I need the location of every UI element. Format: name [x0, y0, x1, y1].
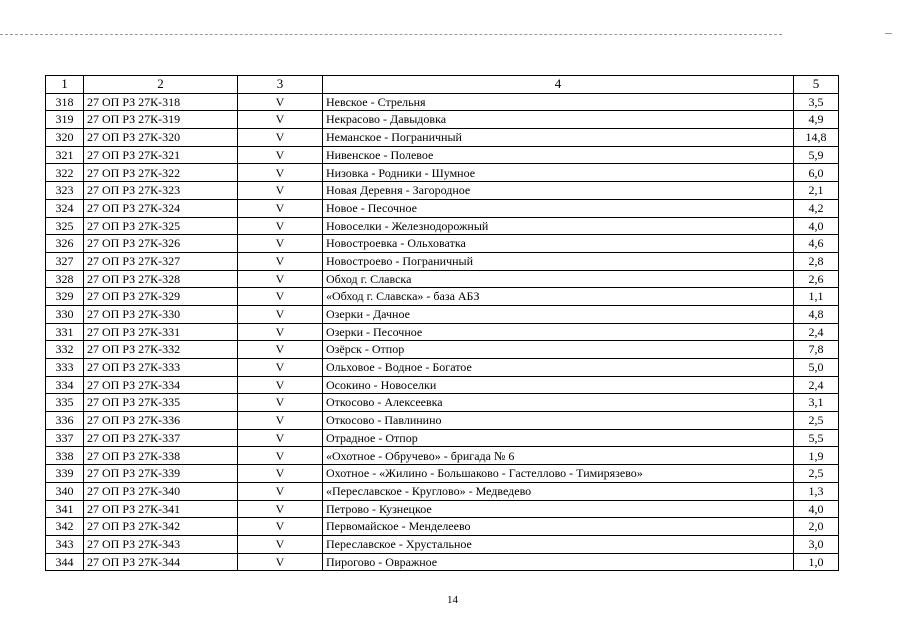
- table-row: [46, 341, 839, 359]
- header-row: [46, 76, 839, 94]
- road-category: V: [238, 376, 323, 394]
- road-name: «Обход г. Славска» - база АБЗ: [323, 288, 794, 306]
- table-row: [46, 111, 839, 129]
- row-number: 340: [46, 482, 84, 500]
- road-code: 27 ОП РЗ 27К-342: [84, 518, 238, 536]
- road-name: Новоселки - Железнодорожный: [323, 217, 794, 235]
- road-code: 27 ОП РЗ 27К-336: [84, 412, 238, 430]
- road-length: 3,0: [794, 535, 839, 553]
- table-row: [46, 199, 839, 217]
- row-number: 333: [46, 359, 84, 377]
- road-category: V: [238, 270, 323, 288]
- row-number: 335: [46, 394, 84, 412]
- table-row: [46, 535, 839, 553]
- table-row: [46, 518, 839, 536]
- row-number: 327: [46, 252, 84, 270]
- road-category: V: [238, 535, 323, 553]
- road-code: 27 ОП РЗ 27К-320: [84, 129, 238, 147]
- row-number: 321: [46, 146, 84, 164]
- table-row: [46, 270, 839, 288]
- road-name: Пирогово - Овражное: [323, 553, 794, 571]
- road-category: V: [238, 429, 323, 447]
- table-row: [46, 412, 839, 430]
- road-category: V: [238, 146, 323, 164]
- row-number: 329: [46, 288, 84, 306]
- road-category: V: [238, 500, 323, 518]
- row-number: 344: [46, 553, 84, 571]
- road-name: Отрадное - Отпор: [323, 429, 794, 447]
- road-code: 27 ОП РЗ 27К-332: [84, 341, 238, 359]
- page-number: 14: [447, 594, 458, 606]
- road-code: 27 ОП РЗ 27К-339: [84, 465, 238, 483]
- road-length: 4,0: [794, 217, 839, 235]
- row-number: 330: [46, 305, 84, 323]
- table-row: [46, 93, 839, 111]
- row-number: 337: [46, 429, 84, 447]
- road-code: 27 ОП РЗ 27К-319: [84, 111, 238, 129]
- table-row: [46, 235, 839, 253]
- table-row: [46, 146, 839, 164]
- road-category: V: [238, 252, 323, 270]
- road-category: V: [238, 111, 323, 129]
- row-number: 326: [46, 235, 84, 253]
- road-name: Озёрск - Отпор: [323, 341, 794, 359]
- table-row: [46, 129, 839, 147]
- road-length: 1,0: [794, 553, 839, 571]
- road-category: V: [238, 553, 323, 571]
- road-category: V: [238, 394, 323, 412]
- road-category: V: [238, 288, 323, 306]
- road-length: 2,6: [794, 270, 839, 288]
- col-header-1: 1: [46, 76, 84, 94]
- road-length: 5,0: [794, 359, 839, 377]
- table-row: [46, 252, 839, 270]
- col-header-2: 2: [84, 76, 238, 94]
- table-row: [46, 376, 839, 394]
- road-category: V: [238, 305, 323, 323]
- row-number: 320: [46, 129, 84, 147]
- road-category: V: [238, 235, 323, 253]
- road-length: 1,1: [794, 288, 839, 306]
- road-category: V: [238, 182, 323, 200]
- road-code: 27 ОП РЗ 27К-341: [84, 500, 238, 518]
- road-name: Обход г. Славска: [323, 270, 794, 288]
- table-body: [46, 93, 839, 571]
- table-row: [46, 482, 839, 500]
- road-length: 2,5: [794, 465, 839, 483]
- road-length: 4,0: [794, 500, 839, 518]
- road-category: V: [238, 341, 323, 359]
- road-code: 27 ОП РЗ 27К-321: [84, 146, 238, 164]
- road-name: Низовка - Родники - Шумное: [323, 164, 794, 182]
- table-row: [46, 359, 839, 377]
- table-row: [46, 164, 839, 182]
- roads-table: [45, 75, 839, 571]
- table-row: [46, 394, 839, 412]
- road-name: Новостроевка - Ольховатка: [323, 235, 794, 253]
- row-number: 325: [46, 217, 84, 235]
- road-code: 27 ОП РЗ 27К-318: [84, 93, 238, 111]
- road-code: 27 ОП РЗ 27К-343: [84, 535, 238, 553]
- road-length: 1,9: [794, 447, 839, 465]
- road-length: 4,8: [794, 305, 839, 323]
- table-row: [46, 323, 839, 341]
- road-length: 4,9: [794, 111, 839, 129]
- table-row: [46, 217, 839, 235]
- col-header-3: 3: [238, 76, 323, 94]
- road-code: 27 ОП РЗ 27К-334: [84, 376, 238, 394]
- road-code: 27 ОП РЗ 27К-331: [84, 323, 238, 341]
- road-length: 3,1: [794, 394, 839, 412]
- road-name: Новостроево - Пограничный: [323, 252, 794, 270]
- road-category: V: [238, 465, 323, 483]
- road-name: Откосово - Павлинино: [323, 412, 794, 430]
- road-length: 2,4: [794, 376, 839, 394]
- road-code: 27 ОП РЗ 27К-322: [84, 164, 238, 182]
- road-length: 5,9: [794, 146, 839, 164]
- road-name: Нивенское - Полевое: [323, 146, 794, 164]
- table-row: [46, 182, 839, 200]
- road-code: 27 ОП РЗ 27К-338: [84, 447, 238, 465]
- road-name: «Переславское - Круглово» - Медведево: [323, 482, 794, 500]
- col-header-4: 4: [323, 76, 794, 94]
- row-number: 339: [46, 465, 84, 483]
- road-code: 27 ОП РЗ 27К-323: [84, 182, 238, 200]
- col-header-5: 5: [794, 76, 839, 94]
- row-number: 319: [46, 111, 84, 129]
- row-number: 323: [46, 182, 84, 200]
- road-name: Озерки - Песочное: [323, 323, 794, 341]
- road-name: Охотное - «Жилино - Большаково - Гастеллово - Тимирязево»: [323, 465, 794, 483]
- road-code: 27 ОП РЗ 27К-335: [84, 394, 238, 412]
- road-length: 2,5: [794, 412, 839, 430]
- row-number: 338: [46, 447, 84, 465]
- road-category: V: [238, 129, 323, 147]
- road-name: «Охотное - Обручево» - бригада № 6: [323, 447, 794, 465]
- row-number: 341: [46, 500, 84, 518]
- road-length: 7,8: [794, 341, 839, 359]
- road-name: Неманское - Пограничный: [323, 129, 794, 147]
- road-category: V: [238, 93, 323, 111]
- road-category: V: [238, 217, 323, 235]
- road-length: 2,0: [794, 518, 839, 536]
- road-code: 27 ОП РЗ 27К-333: [84, 359, 238, 377]
- road-code: 27 ОП РЗ 27К-340: [84, 482, 238, 500]
- road-length: 2,8: [794, 252, 839, 270]
- road-code: 27 ОП РЗ 27К-324: [84, 199, 238, 217]
- road-code: 27 ОП РЗ 27К-344: [84, 553, 238, 571]
- row-number: 336: [46, 412, 84, 430]
- top-rule-mark: [885, 33, 892, 34]
- table-row: [46, 288, 839, 306]
- table-row: [46, 553, 839, 571]
- road-category: V: [238, 518, 323, 536]
- road-name: Некрасово - Давыдовка: [323, 111, 794, 129]
- road-category: V: [238, 447, 323, 465]
- table-row: [46, 447, 839, 465]
- road-length: 14,8: [794, 129, 839, 147]
- road-code: 27 ОП РЗ 27К-329: [84, 288, 238, 306]
- row-number: 343: [46, 535, 84, 553]
- road-name: Первомайское - Менделеево: [323, 518, 794, 536]
- table-row: [46, 500, 839, 518]
- road-length: 6,0: [794, 164, 839, 182]
- road-category: V: [238, 199, 323, 217]
- road-length: 3,5: [794, 93, 839, 111]
- row-number: 342: [46, 518, 84, 536]
- road-length: 2,4: [794, 323, 839, 341]
- road-length: 5,5: [794, 429, 839, 447]
- road-name: Переславское - Хрустальное: [323, 535, 794, 553]
- road-code: 27 ОП РЗ 27К-327: [84, 252, 238, 270]
- road-category: V: [238, 164, 323, 182]
- road-name: Новая Деревня - Загородное: [323, 182, 794, 200]
- road-name: Петрово - Кузнецкое: [323, 500, 794, 518]
- table-row: [46, 305, 839, 323]
- road-category: V: [238, 323, 323, 341]
- road-name: Озерки - Дачное: [323, 305, 794, 323]
- road-name: Осокино - Новоселки: [323, 376, 794, 394]
- road-code: 27 ОП РЗ 27К-328: [84, 270, 238, 288]
- road-code: 27 ОП РЗ 27К-326: [84, 235, 238, 253]
- row-number: 328: [46, 270, 84, 288]
- road-category: V: [238, 359, 323, 377]
- road-name: Новое - Песочное: [323, 199, 794, 217]
- road-code: 27 ОП РЗ 27К-337: [84, 429, 238, 447]
- road-name: Невское - Стрельня: [323, 93, 794, 111]
- road-name: Откосово - Алексеевка: [323, 394, 794, 412]
- table-row: [46, 429, 839, 447]
- road-code: 27 ОП РЗ 27К-325: [84, 217, 238, 235]
- road-length: 4,2: [794, 199, 839, 217]
- row-number: 318: [46, 93, 84, 111]
- road-length: 2,1: [794, 182, 839, 200]
- road-length: 4,6: [794, 235, 839, 253]
- road-code: 27 ОП РЗ 27К-330: [84, 305, 238, 323]
- row-number: 334: [46, 376, 84, 394]
- row-number: 324: [46, 199, 84, 217]
- row-number: 331: [46, 323, 84, 341]
- row-number: 332: [46, 341, 84, 359]
- row-number: 322: [46, 164, 84, 182]
- road-category: V: [238, 412, 323, 430]
- road-name: Ольховое - Водное - Богатое: [323, 359, 794, 377]
- road-length: 1,3: [794, 482, 839, 500]
- table-row: [46, 465, 839, 483]
- road-category: V: [238, 482, 323, 500]
- top-rule: [0, 34, 782, 35]
